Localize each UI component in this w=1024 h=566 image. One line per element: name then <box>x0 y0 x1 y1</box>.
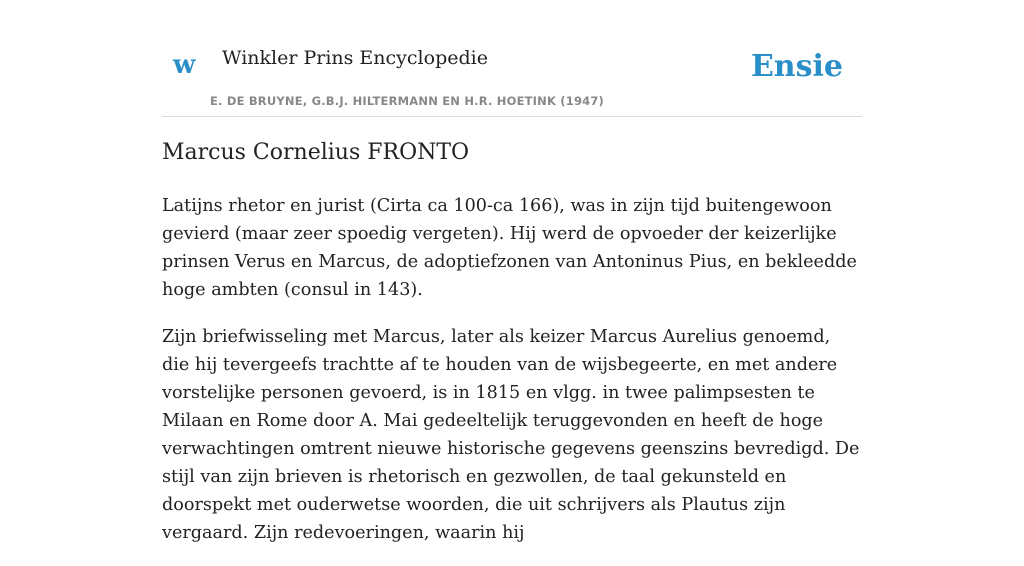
article-body <box>162 192 862 566</box>
ensie-brand-logo[interactable]: Ensie <box>750 49 843 84</box>
article-title: Marcus Cornelius FRONTO <box>162 140 470 165</box>
publication-title-link[interactable]: Winkler Prins Encyclopedie <box>222 47 488 69</box>
publication-authors: E. DE BRUYNE, G.B.J. HILTERMANN EN H.R. HOETINK (1947) <box>210 94 605 108</box>
article-paragraph: Latijns rhetor en jurist (Cirta ca 100-ca 166), was in zijn tijd buitengewoon gevierd (maar zeer spoedig vergeten). Hij werd de opvoeder der keizerlijke prinsen Verus en Marcus, de adoptiefzonen van Antoninus Pius, en bekleedde hoge ambten (consul in 143). <box>162 196 857 300</box>
publication-logo[interactable]: w <box>173 50 196 80</box>
publication-header <box>162 0 862 117</box>
article-paragraph: Zijn briefwisseling met Marcus, later als keizer Marcus Aurelius genoemd, die hij tevergeefs trachtte af te houden van de wijsbegeerte, en met andere vorstelijke personen gevoerd, is in 1815 en vlgg. in twee palimpsesten te Milaan en Rome door A. Mai gedeeltelijk teruggevonden en heeft de hoge verwachtingen omtrent nieuwe historische gegevens geenszins bevredigd. De stijl van zijn brieven is rhetorisch en gezwollen, de taal gekunsteld en doorspekt met ouderwetse woorden, die uit schrijvers als Plautus zijn vergaard. Zijn redevoeringen, waarin hij <box>162 327 860 543</box>
page-container <box>162 0 862 543</box>
